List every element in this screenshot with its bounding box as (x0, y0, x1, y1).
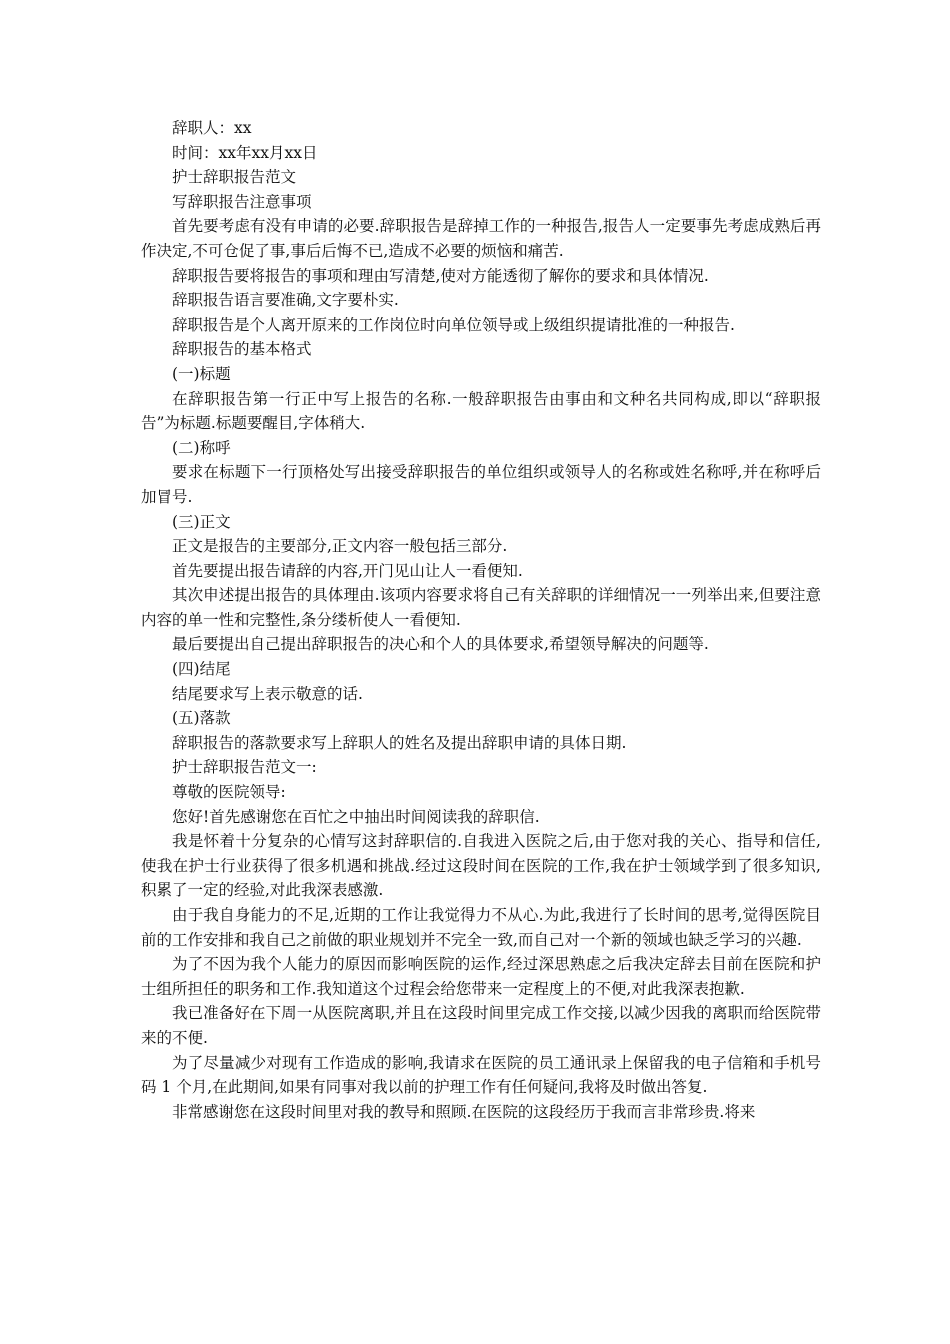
section-title: 护士辞职报告范文 (172, 168, 297, 187)
paragraph: 其次申述提出报告的具体理由.该项内容要求将自己有关辞职的详细情况一一列举出来,但要注意内容的单一性和完整性,条分缕析使人一看便知. (141, 586, 821, 629)
paragraph: 结尾要求写上表示敬意的话. (172, 684, 363, 703)
date-line: 时间：xx年xx月xx日 (172, 143, 318, 162)
paragraph: 辞职报告要将报告的事项和理由写清楚,使对方能透彻了解你的要求和具体情况. (172, 266, 709, 285)
section-title: 护士辞职报告范文一: (172, 758, 317, 777)
paragraph: 您好!首先感谢您在百忙之中抽出时间阅读我的辞职信. (172, 807, 540, 826)
paragraph: 为了不因为我个人能力的原因而影响医院的运作,经过深思熟虑之后我决定辞去目前在医院和护士组所担任的职务和工作.我知道这个过程会给您带来一定程度上的不便,对此我深表抱歉. (141, 955, 821, 998)
paragraph: 首先要提出报告请辞的内容,开门见山让人一看便知. (172, 561, 523, 580)
salutation: 尊敬的医院领导: (172, 783, 286, 802)
paragraph: 在辞职报告第一行正中写上报告的名称.一般辞职报告由事由和文种名共同构成,即以“辞职报告”为标题.标题要醒目,字体稍大. (141, 389, 821, 433)
subheading: (二)称呼 (172, 438, 231, 457)
paragraph: 辞职报告是个人离开原来的工作岗位时向单位领导或上级组织提请批准的一种报告. (172, 315, 735, 334)
paragraph: 为了尽量减少对现有工作造成的影响,我请求在医院的员工通讯录上保留我的电子信箱和手机号码 1 个月,在此期间,如果有同事对我以前的护理工作有任何疑问,我将及时做出答复. (141, 1053, 821, 1097)
subheading: (三)正文 (172, 512, 231, 531)
section-title: 辞职报告的基本格式 (172, 340, 312, 359)
paragraph: 我已准备好在下周一从医院离职,并且在这段时间里完成工作交接,以减少因我的离职而给医院带来的不便. (141, 1004, 821, 1047)
subheading: (一)标题 (172, 364, 231, 383)
paragraph: 由于我自身能力的不足,近期的工作让我觉得力不从心.为此,我进行了长时间的思考,觉得医院目前的工作安排和我自己之前做的职业规划并不完全一致,而自己对一个新的领域也缺乏学习的兴趣. (141, 906, 821, 949)
subheading: (四)结尾 (172, 660, 231, 679)
document-body (141, 116, 821, 1124)
resignee-line: 辞职人：xx (172, 119, 252, 137)
paragraph: 最后要提出自己提出辞职报告的决心和个人的具体要求,希望领导解决的问题等. (172, 635, 709, 654)
section-title: 写辞职报告注意事项 (172, 192, 312, 211)
paragraph: 非常感谢您在这段时间里对我的教导和照顾.在医院的这段经历于我而言非常珍贵.将来 (172, 1102, 756, 1121)
paragraph: 我是怀着十分复杂的心情写这封辞职信的.自我进入医院之后,由于您对我的关心、指导和信任,使我在护士行业获得了很多机遇和挑战.经过这段时间在医院的工作,我在护士领域学到了很多知识,积累了一定的经验,对此我深表感激. (141, 832, 821, 900)
paragraph: 正文是报告的主要部分,正文内容一般包括三部分. (172, 537, 508, 556)
paragraph: 辞职报告语言要准确,文字要朴实. (172, 291, 399, 310)
paragraph: 要求在标题下一行顶格处写出接受辞职报告的单位组织或领导人的名称或姓名称呼,并在称呼后加冒号. (141, 463, 821, 506)
paragraph: 辞职报告的落款要求写上辞职人的姓名及提出辞职申请的具体日期. (172, 733, 627, 752)
paragraph: 首先要考虑有没有申请的必要.辞职报告是辞掉工作的一种报告,报告人一定要事先考虑成熟后再作决定,不可仓促了事,事后后悔不已,造成不必要的烦恼和痛苦. (141, 217, 821, 260)
subheading: (五)落款 (172, 709, 231, 728)
